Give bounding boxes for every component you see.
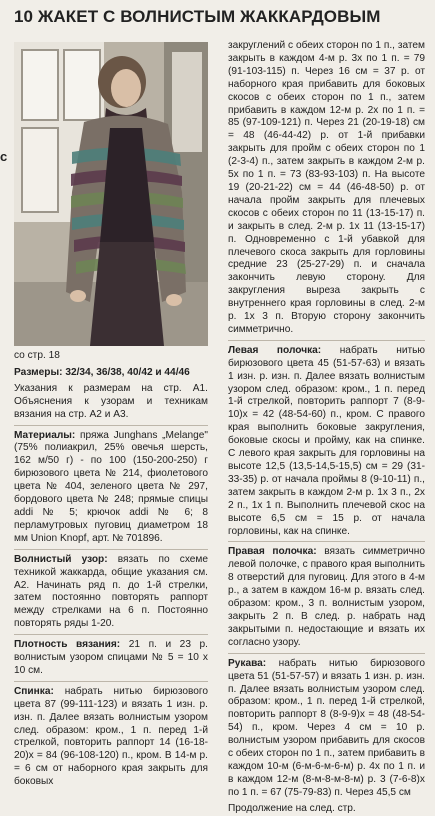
divider: [14, 425, 208, 426]
left-front-text: набрать нитью бирюзового цвета 45 (51-57-63) и вязать 1 изн. р. изн. п. Далее вязать волнистым узором след. образом: кром., 1 п. перед 1-й стрелкой, повторить раппорт 7 (8-9-10)х = 42 (48-54-60) п., кром. С правого края выполнить боковые закругления, боковые скосы и пройму, как на спинке. С левого края закрыть для горловины на высоте 12,5 (13,5-14,5-15,5) см = 29 (31-33-35) р. от начала проймы 8 (9-10-11) п., затем закрыть в каждом 2-м р. 1х 3 п., 2х 2 п., 1х 1 п. Выполнить плечевой скос на высоте 6,5 см = 15 р. от начала горловины, как на спинке.: [228, 344, 425, 537]
density-label: Плотность вязания:: [14, 639, 121, 651]
right-front-label: Правая полочка:: [228, 546, 317, 558]
back-label: Спинка:: [14, 685, 54, 697]
materials-label: Материалы:: [14, 429, 76, 441]
sizes-label: Размеры:: [14, 366, 63, 378]
materials-text: пряжа Junghans „Melange" (75% полиакрил, 25% овечья шерсть, 162 м/50 г) - по 100 (150-200-250) г бирюзового цвета № 214, фиолетового цвета № 404, зеленого цвета № 297, бордового цвета № 248; прямые спицы addi № 5; крючок addi № 6; 8 перламутровых пуговиц диаметром 18 мм Union Knopf, арт. № 701896.: [14, 429, 208, 544]
continued-from: со стр. 18: [14, 350, 60, 361]
continued-note: Продолжение на след. стр.: [228, 802, 356, 814]
left-front-label: Левая полочка:: [228, 344, 322, 356]
margin-mark: c: [0, 149, 8, 164]
back-continued-text: закруглений с обеих сторон по 1 п., затем закрыть в каждом 4-м р. 3х по 1 п. = 79 (91-103-115) п. Через 16 см = 37 р. от наборного края прибавить для боковых скосов с обеих сторон по 1 п., затем прибавить в каждом 12-м р. 2х по 1 п. = 85 (97-109-121) п. Через 21 (20-19-18) см = 48 (46-44-42) р. от 1-й прибавки закрыть для пройм с обеих сторон по 1 (2-3-4) п., затем закрыть в каждом 2-м р. 5х по 1 п. = 73 (83-93-103) п. На высоте 19 (20-21-22) см = 44 (46-48-50) р. от начала пройм закрыть для плечевых скосов с обеих сторон по 11 (13-15-17) п. и закрыть в след. 2-м р. 1х 11 (13-15-17) п. Одновременно с 1-й убавкой для плечевого скоса закрыть для горловины средние 23 (25-27-29) п. и сначала закончить левую сторону. Для закругления выреза закрыть с внутреннего края горловины в след. 2-м р. 1х 3 п. Вторую сторону закончить симметрично.: [228, 40, 425, 335]
sleeve-text: набрать нитью бирюзового цвета 51 (51-57-57) и вязать 1 изн. р. изн. п. Далее вязать волнистым узором след. образом: кром., 1 п. перед 1-й стрелкой, повторить раппорт 8 (8-9-9)х = 48 (48-54-54) п., кром. Через 4 см = 10 р. волнистым узором прибавить для скосов с обеих сторон по 1 п., затем прибавить в каждом 10-м (6-м-6-м-6-м) р. 4х по 1 п. и в каждом 12-м (8-м-8-м-8-м) р. 3 (7-6-8)х по 1 п. = 67 (75-79-83) п. Через 45,5 см: [228, 657, 425, 798]
divider: [14, 549, 208, 550]
knitted-jacket-photo-icon: [14, 42, 208, 346]
sizes-note: Указания к размерам на стр. А1. Объяснения к узорам и техникам вязания на стр. А2 и А3.: [14, 382, 208, 420]
sizes-value: 32/34, 36/38, 40/42 и 44/46: [65, 366, 190, 378]
left-column: [14, 350, 208, 789]
divider: [228, 541, 425, 542]
divider: [228, 340, 425, 341]
divider: [14, 634, 208, 635]
back-text: набрать нитью бирюзового цвета 87 (99-111-123) и вязать 1 изн. р. изн. п. Далее вязать волнистым узором след. образом: кром., 1 п. перед 1-й стрелкой, повторить раппорт 14 (16-18-20)х = 84 (96-108-120) п., кром. В 14-м р. = 6 см от наборного края закрыть для боковых: [14, 685, 208, 788]
pattern-text: вязать по схеме техникой жаккарда, общие указания см. А2. Начинать ряд п. до 1-й стрелки, затем постоянно повторять раппорт между стрелками на 6 п. Постоянно повторять ряды 1-20.: [14, 553, 208, 630]
density-text: 21 п. и 23 р. волнистым узором спицами № 5 = 10 х 10 см.: [14, 639, 208, 676]
pattern-label: Волнистый узор:: [14, 553, 108, 565]
right-front-text: вязать симметрично левой полочке, с правого края выполнить 8 отверстий для пуговиц. Для этого в 4-м р., а затем в каждом 16-м р. вязать след. образом: кром., 3 п. волнистым узором, закрыть 2 п. В след. р. набрать над закрытыми п. недостающие и вязать их согласно узору.: [228, 546, 425, 648]
right-column: [228, 40, 425, 816]
divider: [14, 681, 208, 682]
jacket-photo: [14, 42, 208, 346]
divider: [228, 653, 425, 654]
page-title: 10 ЖАКЕТ С ВОЛНИСТЫМ ЖАККАРДОВЫМ: [14, 7, 381, 26]
sleeve-label: Рукава:: [228, 657, 267, 669]
